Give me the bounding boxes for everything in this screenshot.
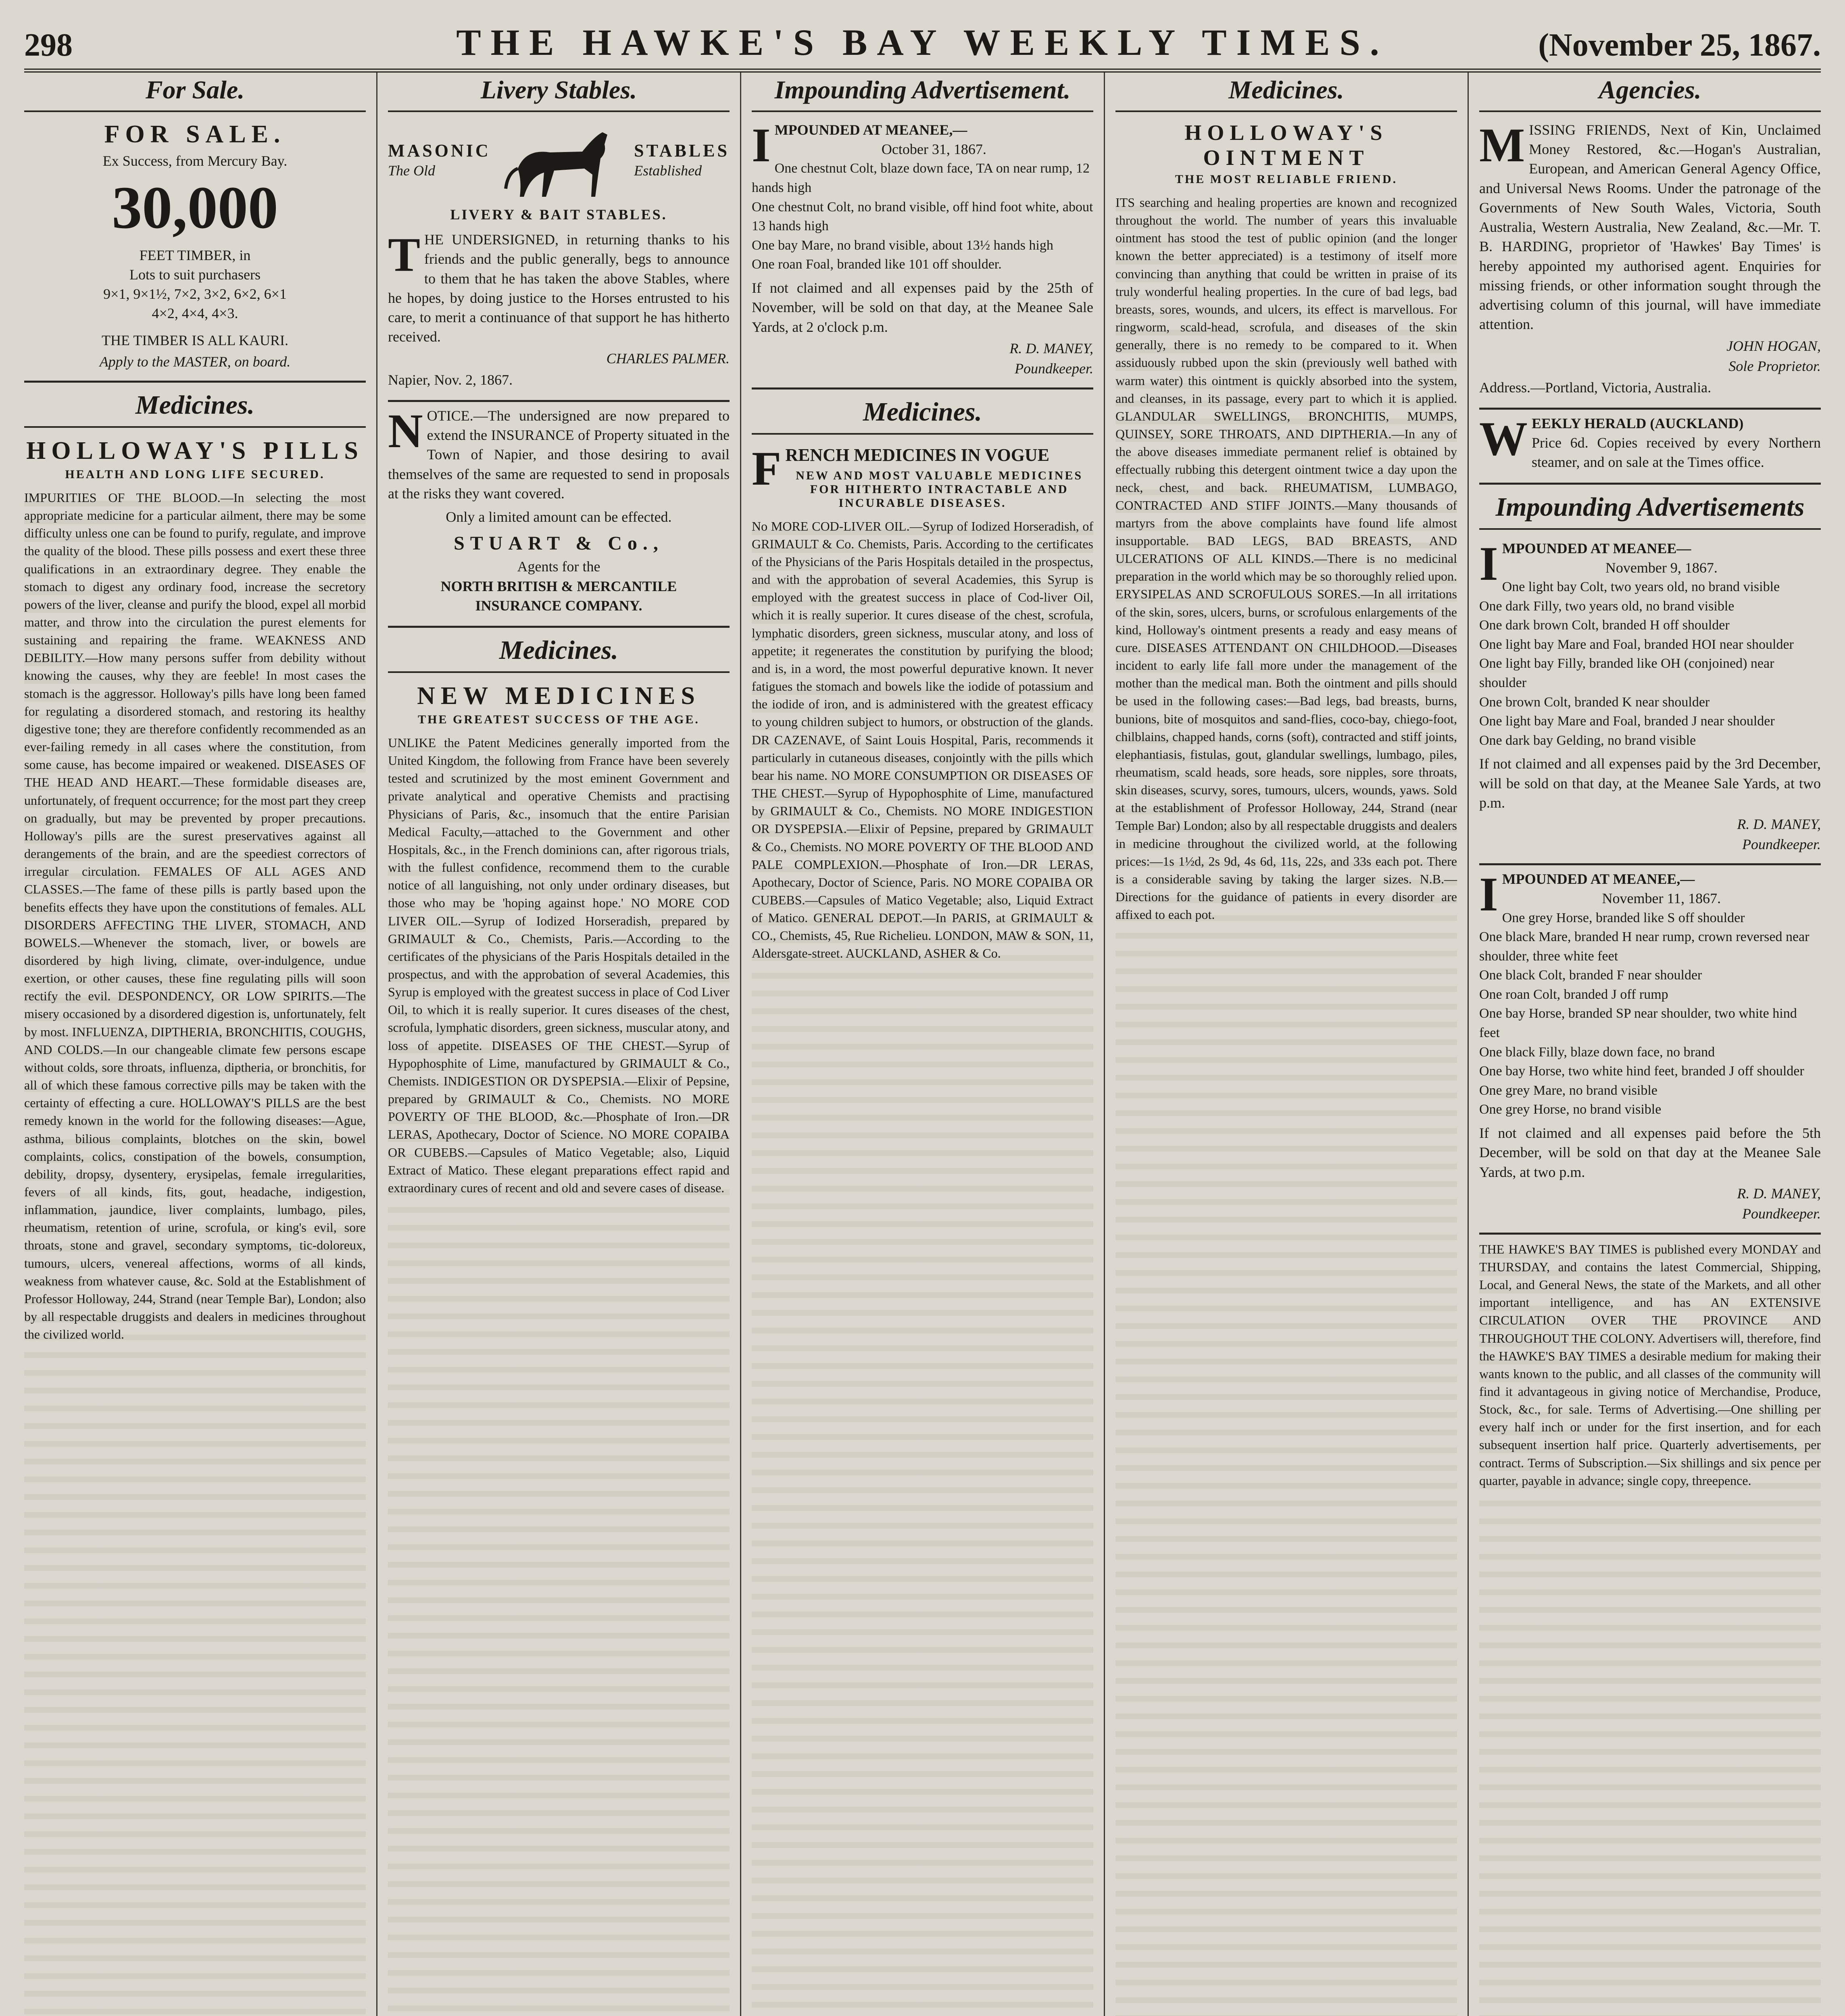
column-medicines xyxy=(1104,73,1468,2016)
livery-body: THE UNDERSIGNED, in returning thanks to his friends and the public generally, begs to announce to them that he has taken the above Stables, where he hopes, by doing justice to the Horses entrusted to his care, to merit a continuance of that support he has hitherto received. xyxy=(388,228,730,345)
maney-signature: R. D. MANEY, xyxy=(1009,340,1093,356)
kauri-line: THE TIMBER IS ALL KAURI. xyxy=(102,332,288,348)
napier-date: Napier, Nov. 2, 1867. xyxy=(388,371,513,388)
impound-item: One brown Colt, branded K near shoulder xyxy=(1479,694,1710,710)
holloway-pills-body: IMPURITIES OF THE BLOOD.—In selecting the most appropriate medicine for a particular ailment, there may be some difficulty unless one can be found to purify, regulate, and improve the quality of the blood. These pills possess and exert these three qualifications in an extraordinary degree. They enable the stomach to digest any ordinary food, increase the secretory powers of the liver, cleanse and purify the blood, expel all morbid matter, and throw into the circulation the purest elements for sustaining and repairing the frame. WEAKNESS AND DEBILITY.—How many persons suffer from debility without knowing the causes, why they are feeble! In most cases the stomach is the aggressor. Holloway's pills have long been famed for regulating a disordered stomach, and restoring its healthy digestive tone; they are therefore confidently recommended as an ever-failing remedy in all cases where the constitution, from some cause, has become impaired or weakened. DISEASES OF THE HEAD AND HEART.—These formidable diseases are, unfortunately, of frequent occurrence; for the most part they creep on gradually, but may be prevented by proper precautions. Holloway's pills are the surest preservatives against all derangements of the brain, and are the speediest correctors of irregular circulation. FEMALES OF ALL AGES AND CLASSES.—The fame of these pills is partly based upon the benefits effects they have upon the constitutions of females. ALL DISORDERS AFFECTING THE LIVER, STOMACH, AND BOWELS.—Whenever the stomach, liver, or bowels are disordered by high living, climate, over-indulgence, undue exertion, or other causes, these fine regulating pills will soon rectify the evil. DESPONDENCY, OR LOW SPIRITS.—The misery occasioned by a disordered digestion is, unfortunately, felt by most. INFLUENZA, DIPTHERIA, BRONCHITIS, COUGHS, AND COLDS.—In our changeable climate few persons escape without colds, sore throats, influenza, diptheria, or bronchitis, for all of which these famous corrective pills may be taken with the certainty of effecting a cure. HOLLOWAY'S PILLS are the best remedy known in the world for the following diseases:—Ague, asthma, bilious complaints, blotches on the skin, bowel complaints, colics, constipation of the bowels, consumption, debility, dropsy, dysentery, erysipelas, female irregularities, fevers of all kinds, fits, gout, headache, indigestion, inflammation, jaundice, liver complaints, lumbago, piles, rheumatism, retention of urine, scrofula, or king's evil, sore throats, stone and gravel, secondary symptoms, tic-doloreux, tumours, ulcers, venereal affections, worms of all kinds, weakness from whatever cause, &c. Sold at the Establishment of Professor Holloway, 244, Strand (near Temple Bar), London; also by all respectable druggists and dealers in medicines throughout the civilized world. xyxy=(24,489,366,2016)
section-agencies: Agencies. xyxy=(1479,73,1821,112)
section-medicines: Medicines. xyxy=(1115,73,1457,112)
impound-2-date: November 11, 1867. xyxy=(1602,890,1721,907)
divider xyxy=(24,381,366,383)
impound-item: One chestnut Colt, no brand visible, off hind foot white, about 13 hands high xyxy=(752,199,1093,234)
masthead xyxy=(24,16,1821,73)
livery-banner xyxy=(388,120,730,201)
divider xyxy=(1479,483,1821,485)
holloway-ointment-subtitle: THE MOST RELIABLE FRIEND. xyxy=(1175,173,1398,186)
north-british-line: NORTH BRITISH & MERCANTILE xyxy=(440,578,677,594)
impound-1-title: IMPOUNDED AT MEANEE— xyxy=(1479,536,1691,590)
section-livery-stables: Livery Stables. xyxy=(388,73,730,112)
apply-line: Apply to the MASTER, on board. xyxy=(99,353,291,370)
impound-item: One light bay Mare and Foal, branded J near shoulder xyxy=(1479,714,1775,729)
impound-item: One dark brown Colt, branded H off shoulder xyxy=(1479,618,1730,633)
impound-item: One black Filly, blaze down face, no brand xyxy=(1479,1044,1715,1060)
insurance-company-line: INSURANCE COMPANY. xyxy=(475,597,642,614)
stables-label: STABLES xyxy=(634,141,730,161)
impound-item: One dark bay Gelding, no brand visible xyxy=(1479,733,1696,748)
john-hogan-signature: JOHN HOGAN, xyxy=(1726,337,1821,354)
impound-1-date: November 9, 1867. xyxy=(1605,559,1718,576)
french-medicines-body: No MORE COD-LIVER OIL.—Syrup of Iodized Horseradish, of GRIMAULT & Co. Chemists, Paris. According to the certificates of the Physicians of the Paris Hospitals detailed in the prospectus, and with the approbation of several Academies, this Syrup is employed with the greatest success in place of Cod-liver Oil, which it is really superior. It cures disease of the chest, scrofula, lymphatic disorders, green sickness, muscular atony, and loss of appetite; it regenerates the constitution by purifying the blood; and is, in a word, the most powerful depurative known. It never fatigues the stomach and bowels like the iodide of potassium and the iodide of iron, and is administered with the greatest efficacy to young children subject to humors, or obstruction of the glands. DR CAZENAVE, of Saint Louis Hospital, Paris, recommends it particularly in cutaneous diseases, conjointly with the pills which bear his name. NO MORE CONSUMPTION OR DISEASES OF THE CHEST.—Syrup of Hypophosphite of Lime, manufactured by GRIMAULT & Co., Chemists. NO MORE INDIGESTION OR DYSPEPSIA.—Elixir of Pepsine, prepared by GRIMAULT & Co., Chemists. NO MORE POVERTY OF THE BLOOD AND PALE COMPLEXION.—Phosphate of Iron.—DR LERAS, Apothecary, Doctor of Science, Paris. NO MORE COPAIBA OR CUBEBS.—Capsules of Matico Vegetable; also, Liquid Extract of Matico. GENERAL DEPOT.—In PARIS, at GRIMAULT & CO., Chemists, 45, Rue Richelieu. LONDON, MAW & SON, 11, Aldersgate-street. AUCKLAND, ASHER & Co. xyxy=(752,517,1093,2016)
weekly-herald-title: WEEKLY HERALD (AUCKLAND) xyxy=(1479,411,1744,465)
poundkeeper-label: Poundkeeper. xyxy=(1015,360,1093,377)
livery-bait-title: LIVERY & BAIT STABLES. xyxy=(450,206,667,223)
impound-item: One chestnut Colt, blaze down face, TA on near rump, 12 hands high xyxy=(752,161,1090,196)
impound-2-notice: If not claimed and all expenses paid before the 5th December, will be sold on that day at the Meanee Sale Yards, at two p.m. xyxy=(1479,1125,1821,1180)
impound-item: One grey Horse, no brand visible xyxy=(1479,1102,1662,1117)
masonic-label: MASONIC xyxy=(388,141,491,161)
issue-date: (November 25, 1867. xyxy=(1538,27,1821,63)
for-sale-heading: FOR SALE. xyxy=(104,121,286,148)
holloway-pills-subtitle: HEALTH AND LONG LIFE SECURED. xyxy=(65,467,325,481)
impound-1-signature: R. D. MANEY, xyxy=(1737,816,1821,833)
hawkes-bay-times-notice: THE HAWKE'S BAY TIMES is published every MONDAY and THURSDAY, and contains the latest Commercial, Shipping, Local, and General News, the state of the Markets, and all other important intelligence, and has AN EXTENSIVE CIRCULATION OVER THE PROVINCE AND THROUGHOUT THE COLONY. Advertisers will, therefore, find the HAWKE'S BAY TIMES a desirable medium for making their wants known to the public, and all classes of the community will find it advantageous in giving notice of Merchandise, Produce, Stock, &c., for sale. Terms of Advertising.—One shilling per every half inch or under for the first insertion, and for each subsequent insertion half price. Quarterly advertisements, per contract. Terms of Subscription.—Six shillings and six pence per quarter, payable in advance; single copy, threepence. xyxy=(1479,1240,1821,2016)
sizes-line-2: 4×2, 4×4, 4×3. xyxy=(152,305,238,322)
missing-friends-body: MISSING FRIENDS, Next of Kin, Unclaimed Money Restored, &c.—Hogan's Australian, European, and American General Agency Office, and Universal News Rooms. Under the patronage of the Governments of New South Wales, Victoria, South Australia, Western Australia, New Zealand, &c.—Mr. T. B. HARDING, proprietor of 'Hawkes' Bay Times' is hereby appointed my authorised agent. Enquiries for missing friends, or other information sought through the advertising column of this journal, will have immediate attention. xyxy=(1479,118,1821,333)
impound-item: One light bay Colt, two years old, no brand visible xyxy=(1502,579,1780,594)
page-number: 298 xyxy=(24,27,73,63)
new-medicines-title: NEW MEDICINES xyxy=(417,682,700,710)
impound-item: One grey Horse, branded like S off shoulder xyxy=(1502,910,1745,925)
impound-2-role: Poundkeeper. xyxy=(1742,1205,1821,1222)
impound-item: One grey Mare, no brand visible xyxy=(1479,1083,1657,1098)
impound-2-title: IMPOUNDED AT MEANEE,— xyxy=(1479,867,1695,921)
section-for-sale: For Sale. xyxy=(24,73,366,112)
new-medicines-body: UNLIKE the Patent Medicines generally imported from the United Kingdom, the following from France have been severely tested and scrutinized by the most eminent Government and private analytical and operative Chemists and practising Physicians of Paris, &c., insomuch that the entire Parisian Medical Faculty,—attached to the Government and other Hospitals, &c., in the French dominions can, after rigorous trials, with the fullest confidence, recommend them to the curable notice of all languishing, not only under ordinary diseases, but those who may be 'hoping against hope.' NO MORE COD LIVER OIL.—Syrup of Iodized Horseradish, prepared by GRIMAULT & Co., Chemists, Paris.—According to the certificates of the physicians of the Paris Hospitals detailed in the prospectus, and with the approbation of several Academies, this Syrup is employed with the greatest success in place of Cod Liver Oil, to which it is really superior. It cures diseases of the chest, scrofula, lymphatic disorders, green sickness, muscular atony, and loss of appetite. DISEASES OF THE CHEST.—Syrup of Hypophosphite of Lime, manufactured by GRIMAULT & Co., Chemists. INDIGESTION OR DYSPEPSIA.—Elixir of Pepsine, prepared by GRIMAULT & Co., Chemists. NO MORE POVERTY OF THE BLOOD, &c.—Phosphate of Iron.—DR LERAS, Apothecary, Doctor of Science. NO MORE COPAIBA OR CUBEBS.—Capsules of Matico Vegetable; also, Liquid Extract of Matico. These elegant preparations effect rapid and extraordinary cures of recent and old and severe cases of disease. xyxy=(388,734,730,2016)
impounded-title: IMPOUNDED AT MEANEE,— xyxy=(752,118,967,172)
french-medicines-title: FRENCH MEDICINES IN VOGUE xyxy=(752,441,1050,495)
impounded-date: October 31, 1867. xyxy=(881,141,986,158)
impound-1-role: Poundkeeper. xyxy=(1742,836,1821,853)
section-medicines: Medicines. xyxy=(24,387,366,428)
impound-item: One black Mare, branded H near rump, crown reversed near shoulder, three white feet xyxy=(1479,929,1810,964)
lots-line: Lots to suit purchasers xyxy=(129,266,261,283)
column-agencies xyxy=(1468,73,1821,2016)
horse-icon xyxy=(502,120,623,201)
impound-item: One light bay Mare and Foal, branded HOI near shoulder xyxy=(1479,637,1794,652)
holloway-ointment-body: ITS searching and healing properties are known and recognized throughout the world. The number of years this invaluable ointment has stood the test of public opinion (and the longer known the better appreciated) is a testimony of itself more convincing than anything that could be written in praise of its truly wonderful healing properties. In the cure of bad legs, bad breasts, sores, wounds, and ulcers, its effect is marvellous. For ringworm, scald-head, scrofula, and diseases of the skin generally, there is no remedy to be compared to it. When assiduously rubbed upon the skin (previously well bathed with warm water) this ointment is quickly absorbed into the system, and cleanses, in its passage, every part to which it is applied. GLANDULAR SWELLINGS, BRONCHITIS, MUMPS, QUINSEY, SORE THROATS, AND DIPTHERIA.—In any of the above diseases immediate permanent relief is obtained by effectually rubbing this detergent ointment twice a day upon the neck, chest, and back. RHEUMATISM, LUMBAGO, CONTRACTED AND STIFF JOINTS.—Many thousands of martyrs from the above complaints have found life almost insupportable. BAD LEGS, BAD BREASTS, AND ULCERATIONS OF ALL KINDS.—There is no medicinal preparation in the world which may be so thoroughly relied upon. ERYSIPELAS AND SCROFULOUS SORES.—In all irritations of the skin, sores, ulcers, burns, or scrofulous enlargements of the kind, Holloway's ointment presents a ready and easy means of cure. DISEASES ATTENDANT ON CHILDHOOD.—Diseases incident to early life fall more under the management of the mother than the medical man. Both the ointment and pills should be used in the following cases:—Bad legs, bad breasts, burns, bunions, bite of mosquitos and sand-flies, coco-bay, chiego-foot, chilblains, chapped hands, corns (soft), contracted and stiff joints, elephantiasis, fistulas, gout, glandular swellings, lumbago, piles, rheumatism, scald heads, sore heads, sore nipples, sore throats, skin diseases, scurvy, sores, tumours, ulcers, wounds, yaws. Sold at the establishment of Professor Holloway, 244, Strand (near Temple Bar) London; also by all respectable druggists and dealers in medicine throughout the civilized world, at the following prices:—1s 1½d, 2s 9d, 4s 6d, 11s, 22s, and 33s each pot. There is a considerable saving by taking the larger sizes. N.B.—Directions for the guidance of patients in every disorder are affixed to each pot. xyxy=(1115,194,1457,2016)
column-for-sale xyxy=(24,73,376,2016)
insurance-notice-body: NOTICE.—The undersigned are now prepared to extend the INSURANCE of Property situated in the Town of Napier, and those desiring to avail themselves of the same are requested to send in proposals at the risks they want covered. xyxy=(388,404,730,502)
sole-proprietor-label: Sole Proprietor. xyxy=(1728,358,1821,374)
impound-1-notice: If not claimed and all expenses paid by the 3rd December, will be sold on that day, at the Meanee Sale Yards, at two p.m. xyxy=(1479,756,1821,811)
columns xyxy=(24,73,1821,2016)
divider xyxy=(388,626,730,628)
established-label: Established xyxy=(634,162,702,179)
holloway-ointment-title: HOLLOWAY'S OINTMENT xyxy=(1184,121,1388,170)
section-impounding-advertisements: Impounding Advertisements xyxy=(1479,489,1821,530)
column-livery xyxy=(376,73,740,2016)
column-impounding xyxy=(740,73,1104,2016)
new-medicines-subtitle: THE GREATEST SUCCESS OF THE AGE. xyxy=(418,712,700,726)
impound-item: One dark Filly, two years old, no brand visible xyxy=(1479,598,1735,614)
old-label: The Old xyxy=(388,162,435,179)
stuart-co: STUART & Co., xyxy=(454,533,664,554)
impound-item: One bay Mare, no brand visible, about 13½ hands high xyxy=(752,237,1053,253)
impound-item: One roan Colt, branded J off rump xyxy=(1479,987,1668,1002)
section-medicines: Medicines. xyxy=(752,394,1093,435)
impound-2-signature: R. D. MANEY, xyxy=(1737,1185,1821,1202)
holloway-pills-title: HOLLOWAY'S PILLS xyxy=(26,437,364,464)
impound-item: One bay Horse, branded SP near shoulder, two white hind feet xyxy=(1479,1006,1797,1041)
newspaper-title: THE HAWKE'S BAY WEEKLY TIMES. xyxy=(456,22,1389,63)
divider xyxy=(1479,1233,1821,1235)
weekly-herald-body: Price 6d. Copies received by every Northern steamer, and on sale at the Times office. xyxy=(1532,435,1821,471)
hogan-address: Address.—Portland, Victoria, Australia. xyxy=(1479,379,1712,396)
divider xyxy=(1479,408,1821,410)
divider xyxy=(388,400,730,402)
charles-palmer-signature: CHARLES PALMER. xyxy=(606,350,730,367)
impound-item: One roan Foal, branded like 101 off shoulder. xyxy=(752,257,1002,272)
sizes-line-1: 9×1, 9×1½, 7×2, 3×2, 6×2, 6×1 xyxy=(103,286,287,302)
limited-amount-line: Only a limited amount can be effected. xyxy=(446,509,672,525)
impound-item: One bay Horse, two white hind feet, branded J off shoulder xyxy=(1479,1064,1804,1079)
timber-quantity: 30,000 xyxy=(112,174,278,242)
feet-timber-label: FEET TIMBER, in xyxy=(139,247,251,263)
section-impounding-advertisement: Impounding Advertisement. xyxy=(752,73,1093,112)
divider xyxy=(752,387,1093,389)
section-medicines: Medicines. xyxy=(388,632,730,673)
impound-notice: If not claimed and all expenses paid by the 25th of November, will be sold on that day, at the Meanee Sale Yards, at 2 o'clock p.m. xyxy=(752,280,1093,335)
impound-item: One black Colt, branded F near shoulder xyxy=(1479,968,1702,983)
impound-item: One light bay Filly, branded like OH (conjoined) near shoulder xyxy=(1479,656,1774,690)
divider xyxy=(1479,863,1821,865)
ship-line: Ex Success, from Mercury Bay. xyxy=(102,153,288,169)
french-medicines-subtitle: NEW AND MOST VALUABLE MEDICINES FOR HITHERTO INTRACTABLE AND INCURABLE DISEASES. xyxy=(796,469,1083,510)
agents-line: Agents for the xyxy=(517,558,600,575)
